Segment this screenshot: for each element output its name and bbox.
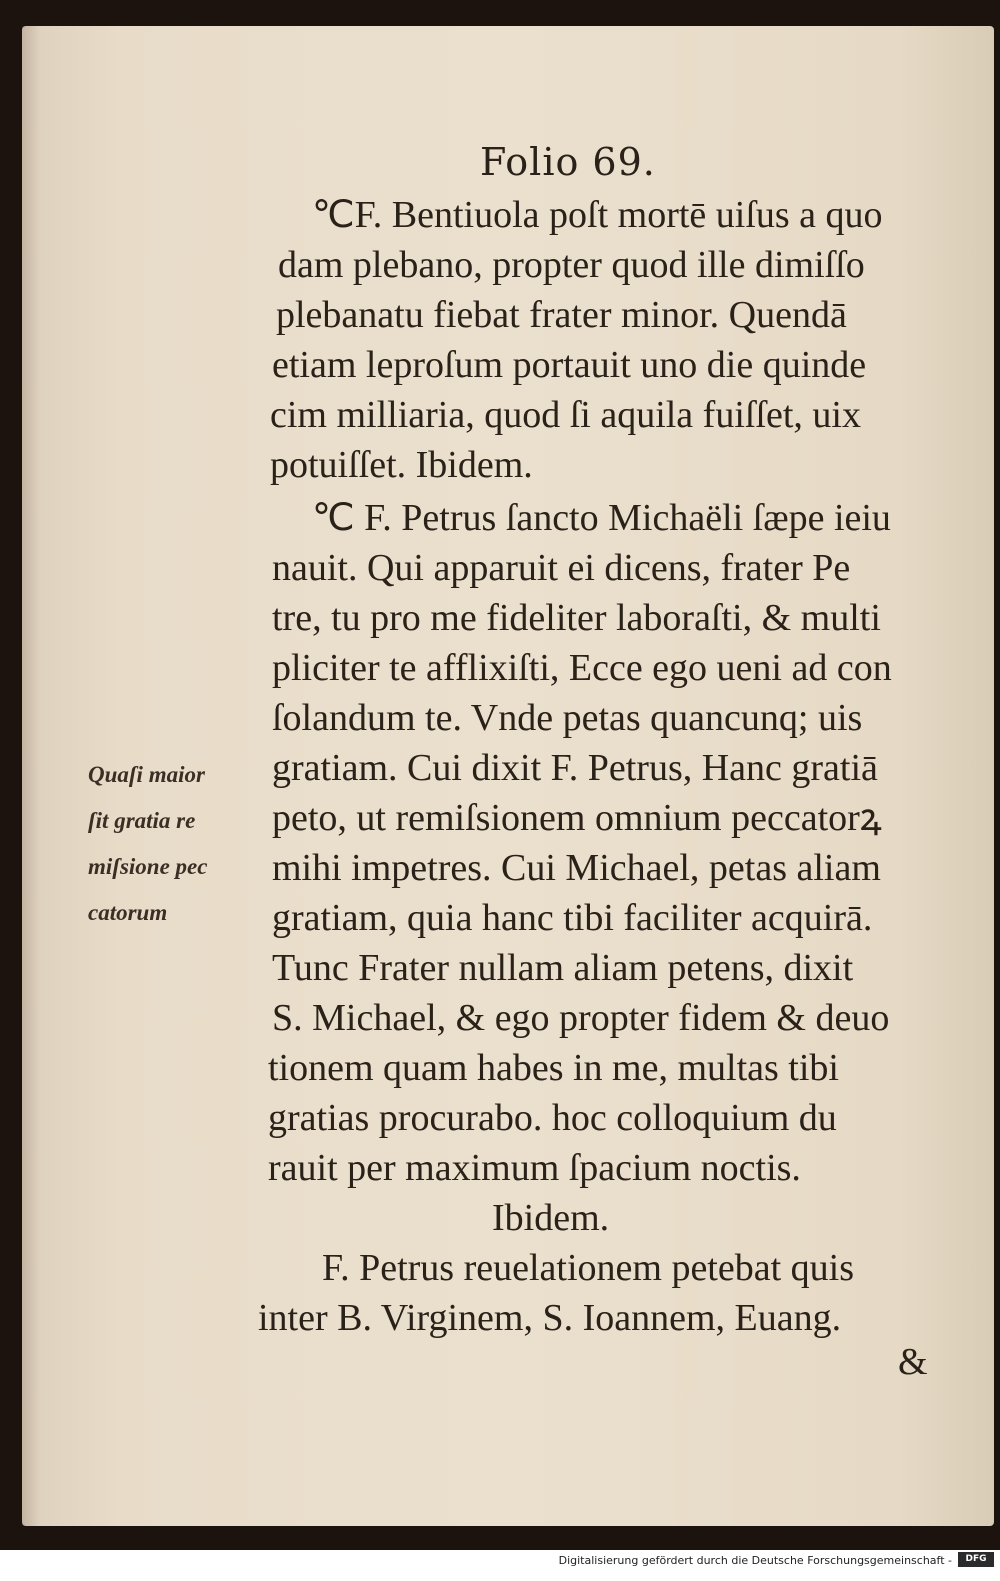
text-line: pliciter te afflixiſti, Ecce ego ueni ad con [272, 647, 892, 689]
text-line: S. Michael, & ego propter fidem & deuo [272, 997, 890, 1039]
text-line: Ibidem. [492, 1197, 610, 1239]
folio-number: Folio 69. [480, 140, 656, 184]
margin-note-line: Quaſi maior [88, 762, 205, 787]
margin-note-line: ſit gratia re [88, 808, 196, 833]
text-line: rauit per maximum ſpacium noctis. [268, 1147, 801, 1189]
text-line: gratiam. Cui dixit F. Petrus, Hanc gratiā [272, 747, 878, 789]
margin-note [88, 752, 207, 936]
text-line: ſolandum te. Vnde petas quancunq; uis [272, 697, 863, 739]
text-line: mihi impetres. Cui Michael, petas aliam [272, 847, 881, 889]
text-line: & [898, 1341, 928, 1383]
text-line: etiam leproſum portauit uno die quinde [272, 344, 867, 386]
text-line: tionem quam habes in me, multas tibi [268, 1047, 839, 1089]
margin-note-line: catorum [88, 900, 168, 925]
text-line: nauit. Qui apparuit ei dicens, frater Pe [272, 547, 851, 589]
text-line: ℃F. Bentiuola poſt mortē uiſus a quo [312, 194, 883, 236]
text-line: tre, tu pro me fideliter laboraſti, & multi [272, 597, 881, 639]
text-line: cim milliaria, quod ſi aquila fuiſſet, uix [270, 394, 861, 436]
text-line: F. Petrus reuelationem petebat quis [322, 1247, 854, 1289]
text-line: gratiam, quia hanc tibi faciliter acquirā. [272, 897, 873, 939]
dfg-logo: DFG [958, 1552, 994, 1567]
text-line: peto, ut remiſsionem omnium peccatorꝝ [272, 797, 882, 839]
text-line: gratias procurabo. hoc colloquium du [268, 1097, 837, 1139]
digitization-credit: Digitalisierung gefördert durch die Deutsche Forschungsgemeinschaft - [558, 1554, 952, 1567]
text-line: potuiſſet. Ibidem. [270, 444, 533, 486]
text-line: inter B. Virginem, S. Ioannem, Euang. [258, 1297, 842, 1339]
text-line: ℃ F. Petrus ſancto Michaëli ſæpe ieiu [312, 497, 891, 539]
margin-note-line: miſsione pec [88, 854, 208, 879]
text-line: dam plebano, propter quod ille dimiſſo [278, 244, 865, 286]
text-line: plebanatu fiebat frater minor. Quendā [276, 294, 847, 336]
text-line: Tunc Frater nullam aliam petens, dixit [272, 947, 854, 989]
